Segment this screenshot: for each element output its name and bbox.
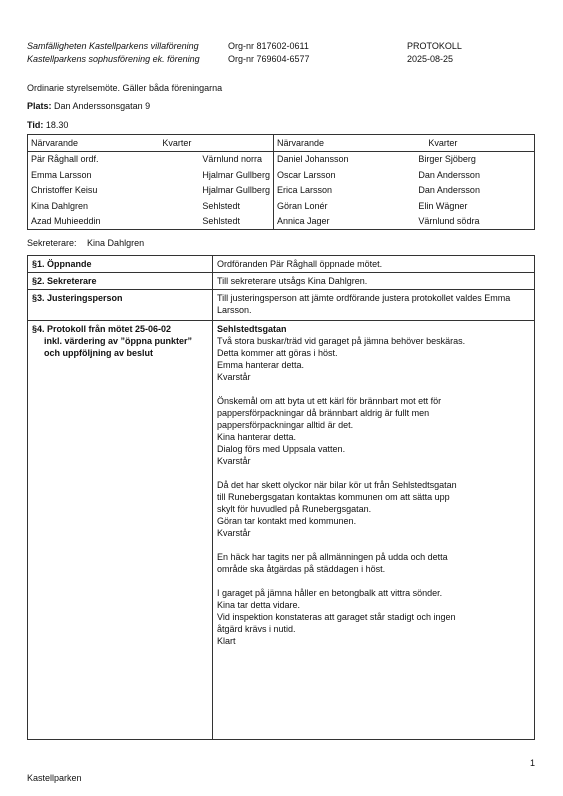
paragraph — [217, 551, 530, 575]
attendee-quarter: Birger Sjöberg — [408, 151, 534, 167]
paragraph — [217, 335, 530, 383]
text-line: område ska åtgärdas på städdagen i höst. — [217, 564, 386, 574]
attendee-quarter: Hjalmar Gullberg — [162, 183, 273, 199]
text-line: pappersförpackningar alltid är det. — [217, 420, 354, 430]
attendee-name: Emma Larsson — [28, 167, 163, 183]
agenda-item-text: Till sekreterare utsågs Kina Dahlgren. — [213, 273, 535, 290]
attendee-quarter: Värnlund södra — [408, 214, 534, 230]
document-type: PROTOKOLL — [407, 41, 462, 51]
agenda-item-text: Ordföranden Pär Råghall öppnade mötet. — [213, 256, 535, 273]
attendance-row — [28, 214, 535, 230]
agenda-row — [28, 290, 535, 321]
text-line: Göran tar kontakt med kommunen. — [217, 516, 357, 526]
attendee-quarter: Värnlund norra — [162, 151, 273, 167]
attendee-name: Azad Muhieeddin — [28, 214, 163, 230]
attendee-quarter: Dan Andersson — [408, 167, 534, 183]
paragraph — [217, 479, 530, 539]
attendee-name: Annica Jager — [273, 214, 408, 230]
label-line: inkl. värdering av ”öppna punkter” — [44, 336, 193, 346]
attendee-quarter: Elin Wägner — [408, 198, 534, 214]
secretary-label: Sekreterare: — [27, 238, 77, 248]
text-line: åtgärd krävs i nutid. — [217, 624, 296, 634]
text-line: En häck har tagits ner på allmänningen på udda och detta — [217, 552, 448, 562]
col-quarter-right: Kvarter — [408, 135, 534, 152]
attendee-name: Kina Dahlgren — [28, 198, 163, 214]
section-heading: Sehlstedtsgatan — [217, 324, 287, 334]
col-present-right: Närvarande — [273, 135, 408, 152]
attendance-row — [28, 151, 535, 167]
secretary-line — [27, 237, 144, 249]
org-name-1: Samfälligheten Kastellparkens villaförening — [27, 41, 199, 51]
text-line: Klart — [217, 636, 236, 646]
agenda-item-text — [213, 321, 535, 740]
agenda-item-label: §3. Justeringsperson — [28, 290, 213, 321]
col-quarter-left: Kvarter — [162, 135, 273, 152]
text-line: Kina hanterar detta. — [217, 432, 297, 442]
org-name-2: Kastellparkens sophusförening ek. förening — [27, 54, 200, 64]
attendee-name: Göran Lonér — [276, 200, 328, 211]
document-date: 2025-08-25 — [407, 54, 454, 64]
text-line: Dialog förs med Uppsala vatten. — [217, 444, 346, 454]
attendee-name: Christoffer Keisu — [28, 183, 163, 199]
agenda-item-label — [28, 321, 213, 740]
attendee-quarter: Hjalmar Gullberg — [162, 167, 273, 183]
place-value: Dan Anderssonsgatan 9 — [54, 101, 151, 111]
text-line: Vid inspektion konstateras att garaget står stadigt och ingen — [217, 612, 456, 622]
attendance-row — [28, 183, 535, 199]
footer-text: Kastellparken — [27, 773, 82, 783]
meeting-place — [27, 100, 150, 112]
text-line: Önskemål om att byta ut ett kärl för brännbart mot ett för — [217, 396, 442, 406]
time-value: 18.30 — [45, 120, 69, 130]
meeting-time — [27, 119, 68, 131]
text-line: Kvarstår — [217, 372, 251, 382]
attendee-quarter: Sehlstedt — [162, 198, 273, 214]
text-line: pappersförpackningar då brännbart aldrig är fullt men — [217, 408, 430, 418]
time-label: Tid: — [27, 120, 44, 130]
label-line: och uppföljning av beslut — [44, 348, 153, 358]
attendee-name: Oscar Larsson — [276, 169, 336, 180]
text-line: Detta kommer att göras i höst. — [217, 348, 338, 358]
text-line: Emma hanterar detta. — [217, 360, 305, 370]
text-line: Kvarstår — [217, 456, 251, 466]
paragraph — [217, 395, 530, 467]
paragraph — [217, 587, 530, 647]
attendee-name: Pär Råghall ordf. — [28, 151, 163, 167]
meeting-title: Ordinarie styrelsemöte. Gäller båda föreningarna — [27, 83, 223, 93]
page-number: 1 — [530, 758, 536, 768]
text-line: Två stora buskar/träd vid garaget på jämna behöver beskäras. — [217, 336, 466, 346]
text-line: skylt för huvudled på Runebergsgatan. — [217, 504, 372, 514]
secretary-name: Kina Dahlgren — [87, 238, 145, 248]
attendee-quarter: Sehlstedt — [162, 214, 273, 230]
agenda-item-label: §2. Sekreterare — [28, 273, 213, 290]
text-line: Då det har skett olyckor när bilar kör ut från Sehlstedtsgatan — [217, 480, 457, 490]
attendee-name: Erica Larsson — [276, 185, 332, 196]
agenda-row — [28, 256, 535, 273]
attendance-row — [28, 167, 535, 183]
agenda-row — [28, 273, 535, 290]
attendance-table — [27, 134, 535, 230]
agenda-item-label: §1. Öppnande — [28, 256, 213, 273]
attendance-row — [28, 198, 535, 214]
text-line: Kvarstår — [217, 528, 251, 538]
attendee-name: Daniel Johansson — [276, 154, 349, 165]
attendee-quarter: Dan Andersson — [408, 183, 534, 199]
text-line: I garaget på jämna håller en betongbalk att vittra sönder. — [217, 588, 443, 598]
place-label: Plats: — [27, 101, 52, 111]
label-line: §4. Protokoll från mötet 25-06-02 — [32, 324, 172, 334]
attendance-header-row — [28, 135, 535, 152]
org-number-2: Org-nr 769604-6577 — [228, 54, 310, 64]
text-line: till Runebergsgatan kontaktas kommunen om att sätta upp — [217, 492, 450, 502]
agenda-table — [27, 255, 535, 740]
agenda-item-text: Till justeringsperson att jämte ordförande justera protokollet valdes Emma Larsson. — [213, 290, 535, 321]
col-present-left: Närvarande — [28, 135, 163, 152]
org-number-1: Org-nr 817602-0611 — [228, 41, 309, 51]
agenda-row — [28, 321, 535, 740]
text-line: Kina tar detta vidare. — [217, 600, 301, 610]
